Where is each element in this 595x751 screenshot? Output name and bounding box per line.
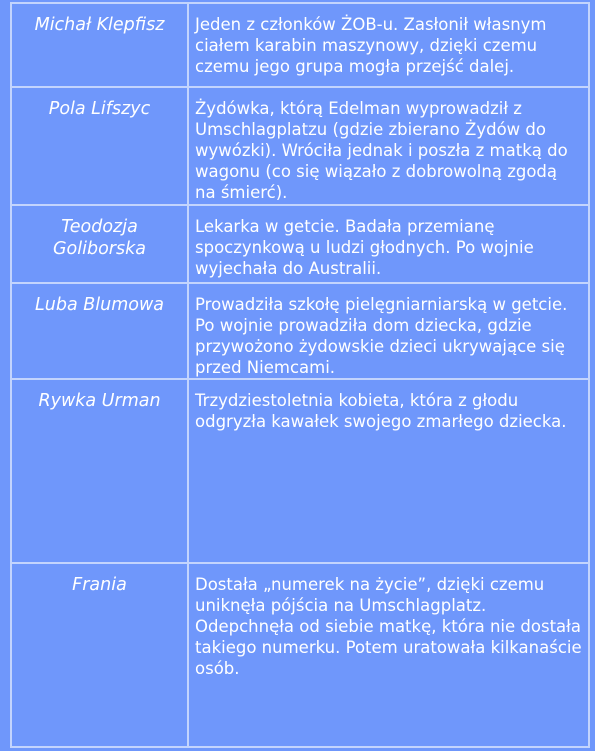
person-description: Dostała „numerek na życie”, dzięki czemu uniknęła pójścia na Umschlagplatz. Odepchnęła od siebie matkę, która nie dostała takiego numerku. Potem uratowała kilkanaście osób. [195, 575, 582, 678]
person-name: Frania [72, 575, 127, 595]
table-row [11, 3, 589, 87]
description-cell [188, 283, 589, 379]
name-cell [11, 379, 188, 563]
table-row [11, 379, 589, 563]
people-table [10, 2, 590, 748]
person-name: Michał Klepfisz [34, 15, 165, 35]
person-description: Lekarka w getcie. Badała przemianę spoczynkową u ludzi głodnych. Po wojnie wyjechała do Australii. [195, 217, 534, 278]
table-row [11, 283, 589, 379]
person-name: Pola Lifszyc [48, 99, 151, 119]
description-cell [188, 563, 589, 747]
description-cell [188, 379, 589, 563]
table-row [11, 563, 589, 747]
name-cell [11, 563, 188, 747]
person-description: Żydówka, którą Edelman wyprowadził z Umschlagplatzu (gdzie zbierano Żydów do wywózki). Wróciła jednak i poszła z matką do wagonu (co się wiązało z dobrowolną zgodą na śmierć). [195, 99, 568, 202]
description-cell [188, 205, 589, 283]
person-description: Prowadziła szkołę pielęgniarniarską w getcie. Po wojnie prowadziła dom dziecka, gdzie przywożono żydowskie dzieci ukrywające się przed Niemcami. [195, 295, 568, 377]
description-cell [188, 3, 589, 87]
person-name: Teodozja Goliborska [53, 217, 146, 259]
description-cell [188, 87, 589, 205]
name-cell [11, 87, 188, 205]
table-row [11, 205, 589, 283]
person-name: Luba Blumowa [35, 295, 164, 315]
name-cell [11, 283, 188, 379]
table-row [11, 87, 589, 205]
name-cell [11, 3, 188, 87]
person-description: Jeden z członków ŻOB-u. Zasłonił własnym ciałem karabin maszynowy, dzięki czemu czemu jego grupa mogła przejść dalej. [195, 15, 547, 76]
person-description: Trzydziestoletnia kobieta, która z głodu odgryzła kawałek swojego zmarłego dziecka. [195, 391, 567, 431]
name-cell [11, 205, 188, 283]
person-name: Rywka Urman [38, 391, 161, 411]
